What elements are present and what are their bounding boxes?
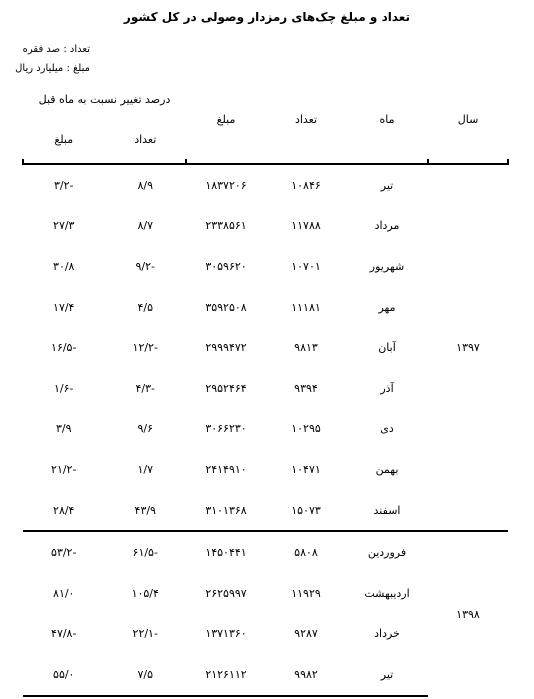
- count-cell: ۹۲۸۷: [294, 627, 318, 641]
- count-cell: ۱۰۲۹۵: [291, 422, 321, 436]
- header-year: سال: [457, 112, 479, 126]
- amount-cell: ۲۹۵۲۴۶۴: [205, 381, 247, 395]
- pct-amount-cell: ۲۷/۳: [53, 219, 75, 233]
- amount-cell: ۱۴۵۰۴۴۱: [186, 531, 266, 573]
- table-row: [23, 164, 508, 206]
- header-month: ماه: [379, 112, 395, 126]
- amount-unit-note: مبلغ : میلیارد ریال: [15, 63, 90, 74]
- table-row: [23, 531, 508, 573]
- amount-cell: ۳۰۶۶۲۳۰: [205, 422, 247, 436]
- pct-count-cell: ۴/۵: [137, 300, 154, 314]
- year-cell: ۱۳۹۸: [428, 531, 508, 695]
- pct-amount-cell: -۳/۲: [23, 164, 105, 206]
- month-cell: آبان: [378, 341, 396, 355]
- amount-cell: ۳۵۹۲۵۰۸: [205, 300, 247, 314]
- count-cell: ۱۱۱۸۱: [291, 300, 321, 314]
- amount-cell: ۳۱۰۱۳۶۸: [186, 490, 266, 532]
- count-cell: ۱۵۰۷۳: [266, 490, 346, 532]
- pct-amount-cell: ۸۱/۰: [53, 586, 75, 600]
- month-cell: آذر: [380, 381, 394, 395]
- pct-count-cell: ۱۰۵/۴: [131, 586, 159, 600]
- pct-amount-cell: -۱۶/۵: [51, 341, 77, 355]
- pct-count-cell: ۸/۹: [105, 164, 187, 206]
- count-cell: ۱۱۹۲۹: [291, 586, 321, 600]
- amount-cell: ۱۳۷۱۳۶۰: [205, 627, 247, 641]
- amount-cell: ۱۸۳۷۲۰۶: [186, 164, 266, 206]
- month-cell: شهریور: [369, 259, 405, 273]
- amount-cell: ۲۹۹۹۴۷۲: [205, 341, 247, 355]
- month-cell: اسفند: [346, 490, 428, 532]
- pct-amount-cell: ۳۰/۸: [53, 259, 75, 273]
- year-cell: ۱۳۹۷: [428, 164, 508, 531]
- month-cell: مهر: [378, 300, 396, 314]
- checks-table: [22, 79, 509, 697]
- pct-count-cell: ۱/۷: [137, 462, 154, 476]
- amount-cell: ۳۰۵۹۶۲۰: [205, 259, 247, 273]
- count-cell: ۱۰۴۷۱: [291, 462, 321, 476]
- count-cell: ۹۹۸۲: [266, 654, 346, 696]
- month-cell: خرداد: [374, 627, 400, 641]
- header-pct-change: درصد تغییر نسبت به ماه قبل: [38, 92, 171, 106]
- amount-cell: ۲۳۳۸۵۶۱: [205, 219, 247, 233]
- pct-count-cell: ۹/۶: [137, 422, 154, 436]
- month-cell: فروردین: [346, 531, 428, 573]
- pct-count-cell: -۶۱/۵: [105, 531, 187, 573]
- pct-amount-cell: ۲۸/۴: [23, 490, 105, 532]
- pct-count-cell: ۴۳/۹: [105, 490, 187, 532]
- pct-amount-cell: -۴۷/۸: [51, 627, 77, 641]
- count-cell: ۵۸۰۸: [266, 531, 346, 573]
- month-cell: مرداد: [374, 219, 400, 233]
- amount-cell: ۲۴۱۴۹۱۰: [205, 462, 247, 476]
- count-cell: ۱۰۷۰۱: [291, 259, 321, 273]
- pct-amount-cell: -۱/۶: [53, 381, 74, 395]
- table-body: [23, 159, 508, 696]
- header-count: تعداد: [294, 112, 318, 126]
- header-amount: مبلغ: [216, 112, 236, 126]
- pct-amount-cell: ۳/۹: [55, 422, 72, 436]
- header-pct-amount: مبلغ: [54, 132, 74, 146]
- amount-cell: ۲۱۲۶۱۱۲: [186, 654, 266, 696]
- month-cell: تیر: [346, 164, 428, 206]
- month-cell: اردیبهشت: [364, 586, 410, 600]
- month-cell: دی: [380, 422, 394, 436]
- pct-count-cell: ۷/۵: [105, 654, 187, 696]
- count-unit-note: تعداد : صد فقره: [22, 44, 90, 55]
- pct-count-cell: -۱۲/۲: [132, 341, 158, 355]
- header-pct-count: تعداد: [134, 132, 157, 146]
- count-cell: ۹۳۹۴: [294, 381, 318, 395]
- pct-count-cell: -۹/۲: [135, 259, 155, 273]
- month-cell: بهمن: [375, 462, 399, 476]
- pct-count-cell: -۴/۳: [135, 381, 155, 395]
- amount-cell: ۲۶۲۵۹۹۷: [205, 586, 247, 600]
- month-cell: تیر: [346, 654, 428, 696]
- pct-amount-cell: ۱۷/۴: [53, 300, 75, 314]
- pct-amount-cell: -۲۱/۲: [51, 462, 77, 476]
- page-title: تعداد و مبلغ چک‌های رمزدار وصولی در کل کشور: [123, 10, 411, 24]
- pct-count-cell: -۲۲/۱: [132, 627, 158, 641]
- count-cell: ۹۸۱۳: [294, 341, 318, 355]
- pct-amount-cell: ۵۵/۰: [23, 654, 105, 696]
- count-cell: ۱۰۸۴۶: [266, 164, 346, 206]
- pct-amount-cell: -۵۳/۲: [23, 531, 105, 573]
- count-cell: ۱۱۷۸۸: [291, 219, 321, 233]
- pct-count-cell: ۸/۷: [137, 219, 154, 233]
